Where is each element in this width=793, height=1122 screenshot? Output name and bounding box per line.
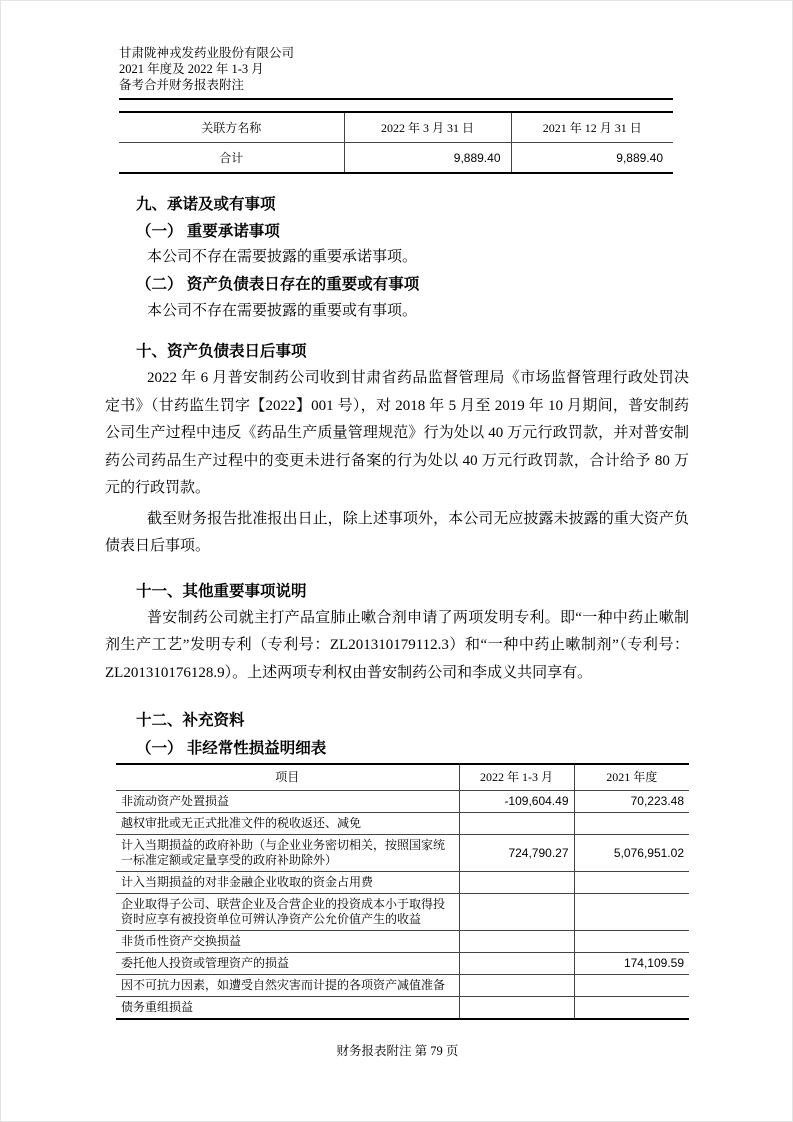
table-header-cell: 2021 年度: [574, 764, 689, 791]
section-9-sub1-text: 本公司不存在需要披露的重要承诺事项。: [147, 249, 418, 265]
table-cell: 越权审批或无正式批准文件的税收返还、减免: [116, 813, 459, 835]
table-cell: 5,076,951.02: [574, 835, 689, 872]
table-header-cell: 2022 年 1-3 月: [459, 764, 574, 791]
table-cell: [459, 953, 574, 975]
section-12-sub1-title: （一） 非经常性损益明细表: [136, 740, 327, 757]
table-cell: 非流动资产处置损益: [116, 791, 459, 813]
table-row: [116, 872, 689, 894]
table-row: [116, 894, 689, 931]
related-party-table: [119, 111, 673, 174]
table-cell: 9,889.40: [344, 143, 511, 174]
section-12-title: 十二、补充资料: [136, 712, 245, 729]
table-cell: 724,790.27: [459, 835, 574, 872]
table-row: [116, 931, 689, 953]
table-cell: [574, 931, 689, 953]
table-row: [116, 835, 689, 872]
table-cell: -109,604.49: [459, 791, 574, 813]
section-10-paragraph-1: 2022 年 6 月普安制药公司收到甘肃省药品监督管理局《市场监督管理行政处罚决定书》（甘药监生罚字【2022】001 号），对 2018 年 5 月至 2019 年 10 月期间，普安制药公司生产过程中违反《药品生产质量管理规范》行为处以 40 万元行政罚款，并对普安制药公司药品生产过程中的变更未进行备案的行为处以 40 万元行政罚款，合计给予 80 万元的行政罚款。: [105, 370, 689, 496]
table-cell: [574, 894, 689, 931]
table-header-cell: 关联方名称: [119, 112, 344, 143]
table-cell: 174,109.59: [574, 953, 689, 975]
table-header-row: [116, 764, 689, 791]
table-cell: 70,223.48: [574, 791, 689, 813]
page-footer: 财务报表附注 第 79 页: [336, 1044, 459, 1058]
table-cell: 企业取得子公司、联营企业及合营企业的投资成本小于取得投资时应享有被投资单位可辨认净资产公允价值产生的收益: [116, 894, 459, 931]
table-header-cell: 2021 年 12 月 31 日: [511, 112, 673, 143]
section-9-sub2-title: （二） 资产负债表日存在的重要或有事项: [136, 276, 420, 293]
table-row: [116, 997, 689, 1020]
section-9-sub1-title: （一） 重要承诺事项: [136, 223, 280, 240]
table-cell: 因不可抗力因素，如遭受自然灾害而计提的各项资产减值准备: [116, 975, 459, 997]
header-rule: [119, 98, 673, 100]
table-cell: 9,889.40: [511, 143, 673, 174]
table-cell: [459, 997, 574, 1020]
table-cell: 非货币性资产交换损益: [116, 931, 459, 953]
table-row: [119, 143, 673, 174]
table-cell: [574, 872, 689, 894]
report-title: 备考合并财务报表附注: [119, 78, 245, 92]
table-cell: [459, 975, 574, 997]
section-10-paragraph-2: 截至财务报告批准报出日止，除上述事项外，本公司无应披露未披露的重大资产负债表日后事项。: [105, 510, 689, 554]
section-9-title: 九、承诺及或有事项: [136, 196, 276, 213]
document-header: [119, 45, 689, 93]
table-cell: 计入当期损益的对非金融企业收取的资金占用费: [116, 872, 459, 894]
company-name: 甘肃陇神戎发药业股份有限公司: [119, 46, 295, 60]
table-cell: 债务重组损益: [116, 997, 459, 1020]
section-11-title: 十一、其他重要事项说明: [136, 582, 307, 600]
table-cell: 合计: [219, 151, 244, 165]
report-period: 2021 年度及 2022 年 1-3 月: [119, 62, 264, 76]
table-cell: [574, 813, 689, 835]
section-11-paragraph-1: 普安制药公司就主打产品宣肺止嗽合剂申请了两项发明专利。即“一种中药止嗽制剂生产工艺”发明专利（专利号：ZL201310179112.3）和“一种中药止嗽制剂”（专利号：ZL201310176128.9）。上述两项专利权由普安制药公司和李成义共同享有。: [105, 609, 689, 681]
table-header-cell: 项目: [116, 764, 459, 791]
table-cell: [574, 997, 689, 1020]
section-9-sub2-text: 本公司不存在需要披露的重要或有事项。: [147, 303, 418, 319]
table-cell: [459, 931, 574, 953]
section-10-title: 十、资产负债表日后事项: [136, 343, 307, 360]
table-cell: [459, 813, 574, 835]
table-cell: 委托他人投资或管理资产的损益: [116, 953, 459, 975]
table-cell: [459, 872, 574, 894]
table-row: [116, 975, 689, 997]
table-header-row: [119, 112, 673, 143]
table-cell: 计入当期损益的政府补助（与企业业务密切相关，按照国家统一标准定额或定量享受的政府补助除外）: [116, 835, 459, 872]
table-header-cell: 2022 年 3 月 31 日: [344, 112, 511, 143]
table-row: [116, 953, 689, 975]
table-cell: [459, 894, 574, 931]
table-row: [116, 813, 689, 835]
table-cell: [574, 975, 689, 997]
table-row: [116, 791, 689, 813]
page-content: [105, 45, 689, 1020]
nonrecurring-items-table: [116, 763, 689, 1020]
